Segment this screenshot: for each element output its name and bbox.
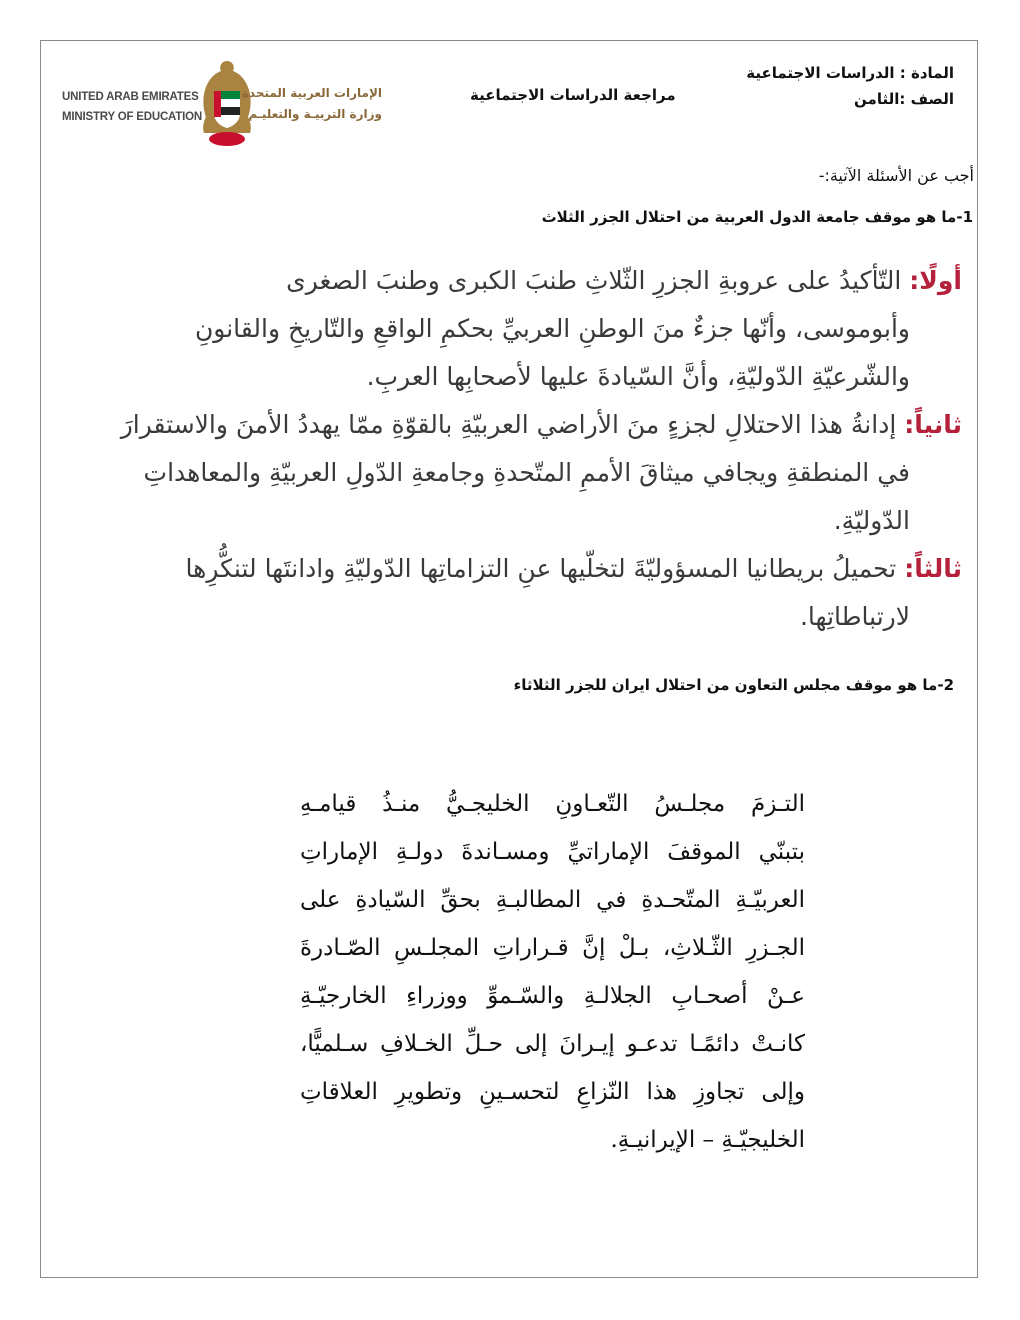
answer-2 — [300, 780, 805, 1164]
answer-2-line: وإلى تجاوزِ هذا النّزاعِ لتحسـينِ وتطويرِ العلاقاتِ — [300, 1079, 805, 1105]
answer-1-point-2-line: ثانياً: إدانةُ هذا الاحتلالِ لجزءٍ منَ الأراضي العربيّةِ بالقوّةِ ممّا يهددُ الأمنَ والاستقرارَ — [120, 410, 962, 439]
answer-2-line: بتبنّي الموقفَ الإماراتيِّ ومسـاندةَ دولـةِ الإماراتِ — [300, 839, 805, 865]
ministry-logo — [60, 57, 382, 149]
answer-1-line: وأبوموسى، وأنّها جزءٌ منَ الوطنِ العربيِّ بحكمِ الواقعِ والتّاريخِ والقانونِ — [194, 314, 910, 343]
page-title: مراجعة الدراسات الاجتماعية — [470, 86, 676, 104]
answer-1-line: الدّوليّةِ. — [833, 506, 910, 535]
answer-1-point-1-line: أولًا: التّأكيدُ على عروبةِ الجزرِ الثّلاثِ طنبَ الكبرى وطنبَ الصغرى — [286, 266, 962, 295]
question-2: 2-ما هو موقف مجلس التعاون من احتلال ايران للجزر الثلاثاء — [513, 676, 954, 694]
ministry-name-en: UNITED ARAB EMIRATES MINISTRY OF EDUCATION — [62, 91, 202, 123]
grade-label: الصف :الثامن — [854, 90, 954, 108]
point-label: ثالثاً: — [904, 554, 962, 583]
subject-label: المادة : الدراسات الاجتماعية — [746, 64, 954, 82]
answer-2-line: التـزمَ مجلـسُ التّعـاونِ الخليجـيُّ منـذُ قيامـهِ — [300, 791, 805, 817]
answer-2-line: الخليجيّـةِ – الإيرانيـةِ. — [610, 1127, 805, 1153]
point-label: أولًا: — [909, 266, 962, 295]
ministry-name-ar: الإمارات العربية المتحدة وزارة التربيـة والتعليـم — [241, 86, 382, 121]
subject-info — [746, 60, 954, 112]
answer-1-line: لارتباطاتِها. — [799, 602, 910, 631]
answer-1-line: في المنطقةِ ويجافي ميثاقَ الأممِ المتّحدةِ وجامعةِ الدّولِ العربيّةِ والمعاهداتِ — [143, 458, 910, 487]
answer-1-point-3-line: ثالثاً: تحميلُ بريطانيا المسؤوليّةَ لتخلّيها عنِ التزاماتِها الدّوليّةِ وادانتَها لتنكُّرِها — [185, 554, 962, 583]
answer-2-line: العربيّـةِ المتّحـدةِ في المطالبـةِ بحقِّ السّيادةِ على — [300, 887, 805, 913]
answer-2-line: الجـزرِ الثّـلاثِ، بـلْ إنَّ قـراراتِ المجلـسِ الصّـادرةَ — [300, 935, 805, 961]
answer-2-line: عـنْ أصحـابِ الجلالـةِ والسّـموِّ ووزراءِ الخارجيّـةِ — [300, 983, 805, 1009]
answer-1-line: والشّرعيّةِ الدّوليّةِ، وأنَّ السّيادةَ عليها لأصحابِها العربِ. — [366, 362, 910, 391]
point-label: ثانياً: — [904, 410, 962, 439]
instructions: أجب عن الأسئلة الآتية:- — [818, 166, 974, 185]
question-1: 1-ما هو موقف جامعة الدول العربية من احتلال الجزر الثلاث — [541, 208, 973, 226]
answer-2-line: كانـتْ دائمًـا تدعـو إيـرانَ إلى حـلِّ الخـلافِ سـلميًّا، — [300, 1031, 805, 1057]
